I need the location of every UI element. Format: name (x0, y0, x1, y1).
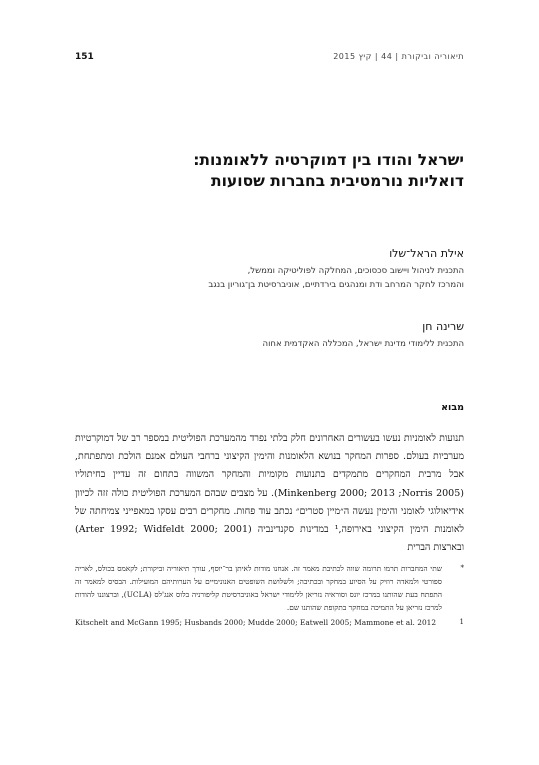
author-affiliation-1 (74, 264, 464, 292)
article-title (74, 150, 464, 192)
running-title: תיאוריה וביקורת | 44 | קיץ 2015 (333, 52, 464, 61)
page-number: 151 (75, 52, 94, 62)
footnote-mark: * (460, 564, 464, 572)
author-affiliation-2 (74, 337, 464, 351)
footnote-1 (75, 616, 464, 629)
footnote-star (75, 562, 464, 614)
footnote-text: שתי המחברות תרמו תרומה שווה לכתיבת מאמר זה. אנחנו מודות לאיתן בר־יוסף, עורך תיאוריה וביקורת; לקאמס בכולס, לאריה ספורטי ולמאדה רוזיק על הסיוע במחקר ובכתיבה; ולשלושת השופטים האנונימיים על הערותיהם המועילות. הבסיס למאמר זה התפתח בעת שהותנו במרכז יונס וסוראיה נזריאן ללימודי ישראל באוניברסיטת קליפורניה בלוס אנג'לס (UCLA), וברצוננו להודות למרכז נזריאן על התמיכה במחקר בתקופת שהותנו שם. (75, 564, 442, 612)
footnote-mark: 1 (459, 618, 464, 626)
running-header (75, 52, 464, 66)
footnotes (75, 562, 464, 629)
author-name-1: אילת הראל־שלו (389, 247, 464, 260)
title-line-2: דואליות נורמטיבית בחברות שסועות (211, 172, 464, 190)
title-line-1: ישראל והודו בין דמוקרטיה ללאומנות: (193, 151, 464, 169)
section-heading: מבוא (441, 402, 464, 413)
affiliation-1-line-2: והמרכז לחקר המרחב ודת ומנהגים בירדתיים, אוניברסיטת בן־גוריון בנגב (208, 280, 464, 290)
body-paragraph: תנועות לאומניות נעשו בעשורים האחרונים חלק בלתי נפרד מהמערכת הפוליטית במספר רב של דמוקרטיות מערביות בעולם. ספרות המחקר בנושא הלאומנות והימין הקיצוני ברחבי העולם אמנם הולכת ומתפתחת, אבל מרבית המחקרים מתמקדים בתנועות מקומיות והמחקר המשווה בתחום זה עדיין בחיתוליו (Minkenberg 2000; 2013 ;Norris 2005). על מצבים שבהם המערכת הפוליטית כולה זזה לכיוון אידיאולוגי לאומני והימין נעשה ה״מיין סטרים״ נכתב עוד פחות. מחקרים רבים עסקו במאפייני צמיחתה של לאומנות הימין הקיצוני באירופה,¹ במדינות סקנדינביה (Arter 1992; Widfeldt 2000; 2001) ובארצות הברית (75, 433, 465, 554)
affiliation-2-line-1: התכנית ללימודי מדינת ישראל, המכללה האקדמית אחוה (262, 339, 464, 349)
author-name-2: שרינה חן (422, 320, 464, 333)
footnote-text: Kitschelt and McGann 1995; Husbands 2000; Mudde 2000; Eatwell 2005; Mammone et al. 2012 (75, 618, 437, 627)
affiliation-1-line-1: התכנית לניהול ויישוב סכסוכים, המחלקה לפוליטיקה וממשל, (247, 266, 464, 276)
